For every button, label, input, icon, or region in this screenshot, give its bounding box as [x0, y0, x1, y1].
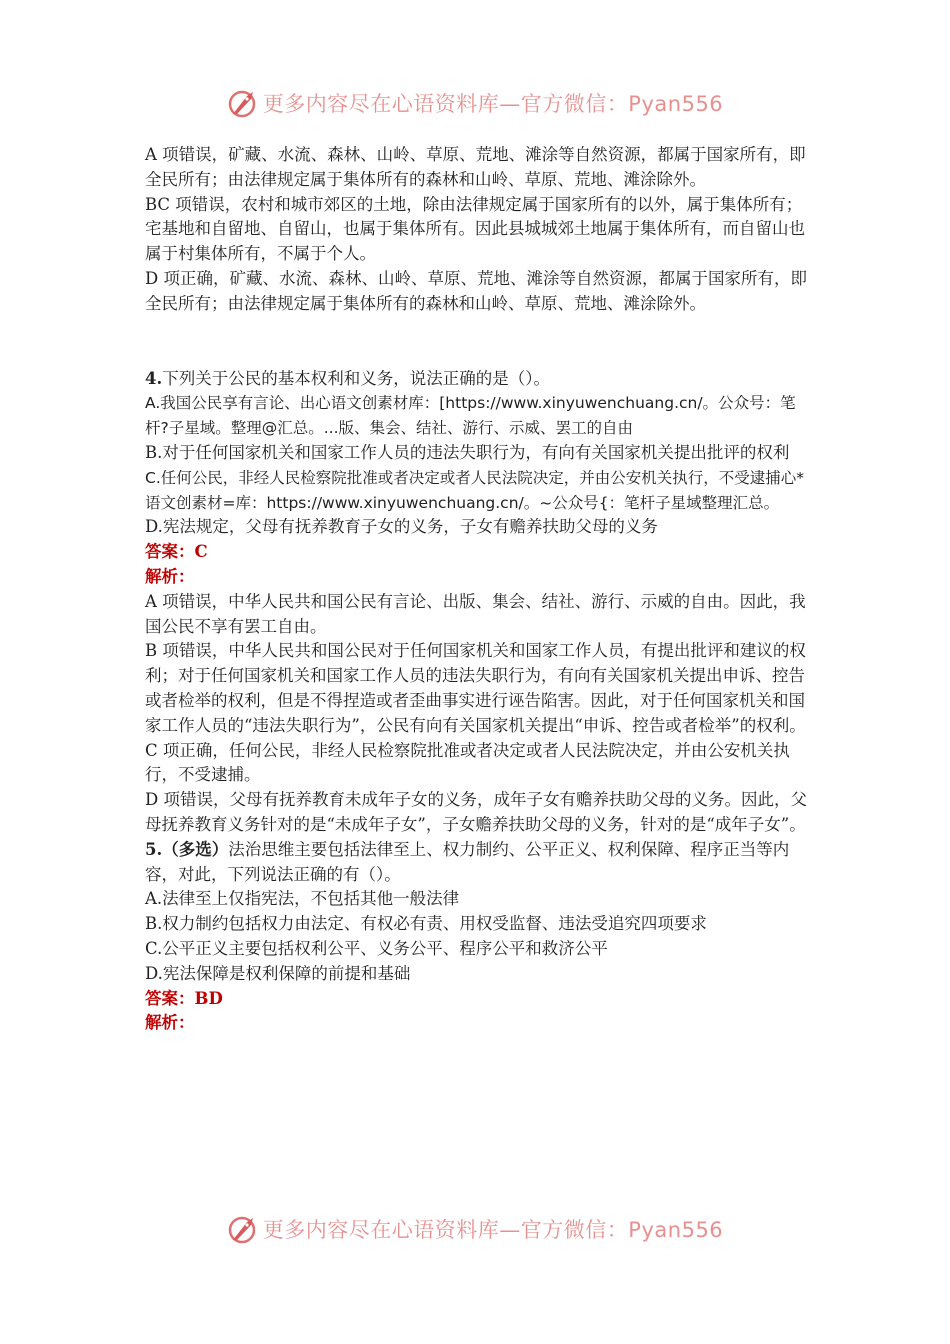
question-5-analysis-label: 解析：	[145, 1013, 195, 1033]
question-5-text: 法治思维主要包括法律至上、权力制约、公平正义、权利保障、程序正当等内容，对此，下列说法正确的有（）。	[145, 839, 790, 884]
question-4-analysis-a: A 项错误，中华人民共和国公民有言论、出版、集会、结社、游行、示威的自由。因此，我国公民不享有罢工自由。	[145, 591, 806, 636]
spacer	[145, 317, 810, 367]
document-body	[145, 143, 810, 1036]
pen-nib-circle-logo-icon	[227, 87, 259, 119]
question-4-option-d: D.宪法规定，父母有抚养教育子女的义务，子女有赡养扶助父母的义务	[145, 517, 658, 537]
question-5-option-b: B.权力制约包括权力由法定、有权必有责、用权受监督、违法受追究四项要求	[145, 914, 707, 934]
question-4-analysis-c: C 项正确，任何公民，非经人民检察院批准或者决定或者人民法院决定，并由公安机关执行，不受逮捕。	[145, 740, 790, 785]
question-4-option-b: B.对于任何国家机关和国家工作人员的违法失职行为，有向有关国家机关提出批评的权利	[145, 442, 790, 462]
question-4-option-c: C.任何公民，非经人民检察院批准或者决定或者人民法院决定，并由公安机关执行，不受逮捕心*语文创素材=库：https://www.xinyuwenchuang.cn/。~公众号{：笔杆子星域整理汇总。	[145, 468, 805, 512]
prev-explanation-d: D 项正确，矿藏、水流、森林、山岭、草原、荒地、滩涂等自然资源，都属于国家所有，即全民所有；由法律规定属于集体所有的森林和山岭、草原、荒地、滩涂除外。	[145, 268, 807, 313]
prev-explanation-bc: BC 项错误，农村和城市郊区的土地，除由法律规定属于国家所有的以外，属于集体所有；宅基地和自留地、自留山，也属于集体所有。因此县城城郊土地属于集体所有，而自留山也属于村集体所有，不属于个人。	[145, 194, 805, 264]
prev-explanation-a: A 项错误，矿藏、水流、森林、山岭、草原、荒地、滩涂等自然资源，都属于国家所有，即全民所有；由法律规定属于集体所有的森林和山岭、草原、荒地、滩涂除外。	[145, 145, 806, 189]
question-5-option-c: C.公平正义主要包括权利公平、义务公平、程序公平和救济公平	[145, 938, 608, 958]
question-5-stem	[145, 838, 810, 888]
question-5-answer: 答案：BD	[145, 988, 223, 1008]
question-4-stem	[145, 367, 810, 392]
banner-text: 更多内容尽在心语资料库—官方微信：Pyan556	[262, 92, 724, 116]
pen-nib-circle-logo-icon	[227, 1213, 259, 1245]
question-4-analysis-b: B 项错误，中华人民共和国公民对于任何国家机关和国家工作人员，有提出批评和建议的权利；对于任何国家机关和国家工作人员的违法失职行为，有向有关国家机关提出申诉、控告或者检举的权利，但是不得捏造或者歪曲事实进行诬告陷害。因此，对于任何国家机关和国家工作人员的“违法失职行为”，公民有向有关国家机关提出“申诉、控告或者检举”的权利。	[145, 641, 806, 735]
question-4-answer: 答案：C	[145, 542, 208, 562]
question-4-option-a: A.我国公民享有言论、出心语文创素材库：[https://www.xinyuwenchuang.cn/。公众号：笔杆?子星域。整理@汇总。...版、集会、结社、游行、示威、罢工的自由	[145, 394, 796, 438]
banner-text: 更多内容尽在心语资料库—官方微信：Pyan556	[262, 1218, 724, 1242]
question-4-analysis-d: D 项错误，父母有抚养教育未成年子女的义务，成年子女有赡养扶助父母的义务。因此，父母抚养教育义务针对的是“未成年子女”，子女赡养扶助父母的义务，针对的是“成年子女”。	[145, 790, 807, 834]
question-4-text: 下列关于公民的基本权利和义务，说法正确的是（）。	[162, 368, 550, 388]
question-5-option-d: D.宪法保障是权利保障的前提和基础	[145, 963, 411, 983]
question-5-number: 5.（多选）	[145, 839, 229, 859]
header-banner	[0, 83, 950, 123]
footer-banner	[0, 1209, 950, 1249]
question-4-analysis-label: 解析：	[145, 566, 195, 586]
question-5-option-a: A.法律至上仅指宪法，不包括其他一般法律	[145, 889, 460, 909]
question-4-number: 4.	[145, 368, 163, 388]
